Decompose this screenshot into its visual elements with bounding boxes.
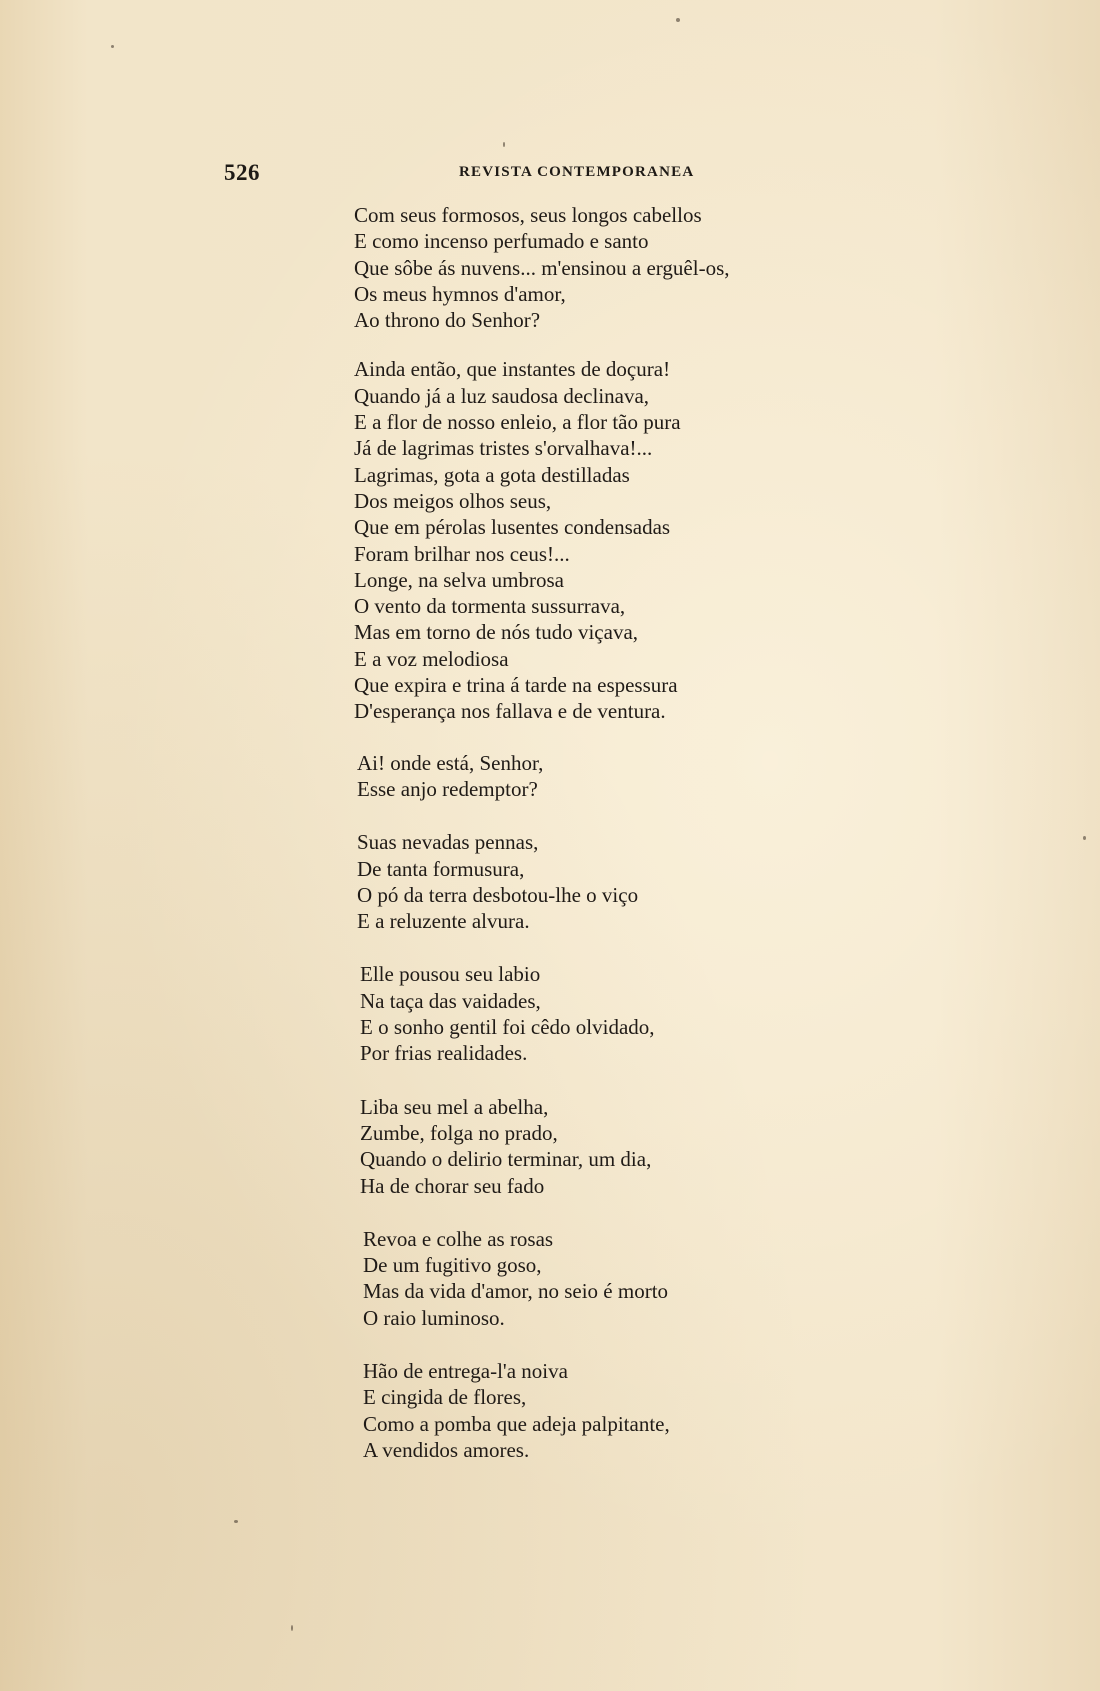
verse-line: Quando já a luz saudosa declinava, (354, 383, 650, 408)
verse-line: Hão de entrega-l'a noiva (363, 1358, 568, 1383)
verse-line: Revoa e colhe as rosas (363, 1226, 554, 1251)
verse-line: Lagrimas, gota a gota destilladas (354, 462, 630, 487)
verse-line: E como incenso perfumado e santo (354, 229, 649, 254)
verse-line: E a reluzente alvura. (357, 909, 530, 934)
verse-line: E a flor de nosso enleio, a flor tão pura (354, 410, 681, 435)
verse-line: Ao throno do Senhor? (354, 308, 541, 333)
verse-line: Com seus formosos, seus longos cabellos (354, 203, 702, 227)
verse-line: Ai! onde está, Senhor, (357, 750, 544, 775)
stanza (354, 356, 794, 724)
verse-line: Que sôbe ás nuvens... m'ensinou a erguêl-os, (354, 255, 730, 280)
stanza (354, 750, 794, 803)
ink-speck (111, 45, 114, 48)
poem-body (354, 202, 794, 1490)
verse-line: Mas em torno de nós tudo viçava, (354, 620, 639, 645)
verse-line: E a voz melodiosa (354, 646, 509, 671)
stanza (354, 202, 794, 333)
verse-line: Quando o delirio terminar, um dia, (360, 1147, 652, 1172)
verse-line: De tanta formusura, (357, 856, 525, 881)
verse-line: Como a pomba que adeja palpitante, (363, 1411, 670, 1436)
ink-speck (234, 1520, 238, 1523)
verse-line: A vendidos amores. (363, 1437, 530, 1462)
verse-line: Mas da vida d'amor, no seio é morto (363, 1279, 669, 1304)
verse-line: Ha de chorar seu fado (360, 1173, 545, 1198)
stanza (354, 1226, 794, 1331)
verse-line: Esse anjo redemptor? (357, 776, 538, 801)
verse-line: O pó da terra desbotou-lhe o viço (357, 882, 639, 907)
verse-line: Na taça das vaidades, (360, 988, 541, 1013)
verse-line: Suas nevadas pennas, (357, 830, 539, 855)
stanza (354, 829, 794, 934)
verse-line: De um fugitivo goso, (363, 1253, 542, 1278)
stanza (354, 961, 794, 1066)
verse-line: Dos meigos olhos seus, (354, 488, 552, 513)
verse-line: Que expira e trina á tarde na espessura (354, 673, 678, 698)
verse-line: Zumbe, folga no prado, (360, 1120, 558, 1145)
verse-line: E cingida de flores, (363, 1385, 527, 1410)
stanza (354, 1094, 794, 1199)
verse-line: Foram brilhar nos ceus!... (354, 541, 570, 566)
page-number: 526 (224, 160, 260, 185)
verse-line: D'esperança nos fallava e de ventura. (354, 699, 666, 724)
ink-speck (676, 18, 680, 22)
verse-line: Longe, na selva umbrosa (354, 567, 564, 592)
verse-line: E o sonho gentil foi cêdo olvidado, (360, 1015, 655, 1040)
ink-speck (291, 1625, 293, 1631)
verse-line: O raio luminoso. (363, 1305, 505, 1330)
verse-line: Ainda então, que instantes de doçura! (354, 357, 671, 382)
verse-line: Liba seu mel a abelha, (360, 1094, 549, 1119)
verse-line: Por frias realidades. (360, 1041, 528, 1066)
verse-line: Que em pérolas lusentes condensadas (354, 515, 671, 540)
running-header (224, 160, 704, 186)
verse-line: O vento da tormenta sussurrava, (354, 594, 626, 619)
verse-line: Elle pousou seu labio (360, 962, 541, 987)
verse-line: Já de lagrimas tristes s'orvalhava!... (354, 436, 653, 461)
ink-speck (1083, 836, 1086, 840)
stanza (354, 1358, 794, 1463)
verse-line: Os meus hymnos d'amor, (354, 281, 566, 306)
ink-speck (503, 142, 505, 147)
running-title: REVISTA CONTEMPORANEA (459, 164, 695, 180)
